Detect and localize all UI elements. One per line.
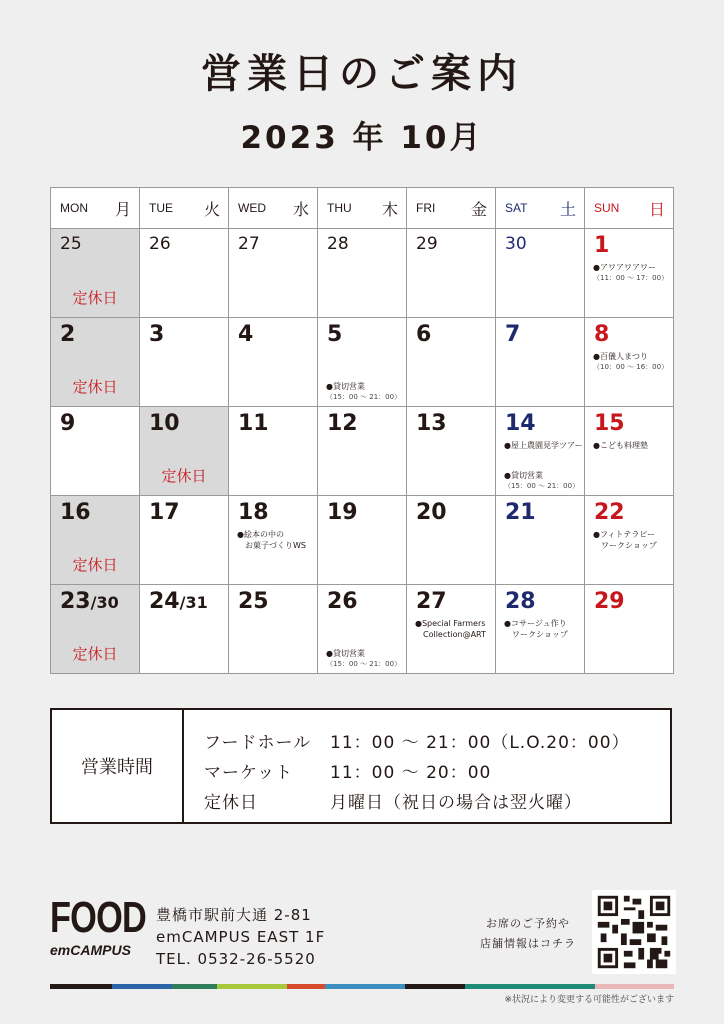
closed-day-label: 定休日	[161, 467, 207, 485]
event-time: （10：00 〜 16：00）	[593, 363, 669, 371]
day-number	[327, 236, 349, 253]
weekday-header-row	[51, 188, 674, 229]
weekday-header-cell	[496, 188, 585, 229]
event-info	[593, 351, 671, 373]
calendar-day-cell	[407, 496, 496, 585]
color-band-segment	[112, 984, 172, 989]
weekday-jp: 火	[203, 199, 220, 219]
day-number-value: 1	[594, 233, 610, 258]
calendar-day-cell	[229, 407, 318, 496]
weekday-en: THU	[327, 201, 352, 215]
event-name: ●貸切営業	[326, 649, 365, 658]
day-number	[594, 591, 625, 613]
phone-line: TEL. 0532-26-5520	[156, 950, 316, 968]
day-number-value: 23	[60, 589, 91, 614]
event-info	[504, 618, 582, 640]
logo-emcampus-text: emCAMPUS	[50, 942, 131, 958]
event-name: ●貸切営業	[326, 382, 365, 391]
calendar-day-cell	[496, 585, 585, 674]
weekday-en: SAT	[505, 201, 528, 215]
day-number-value: 27	[416, 589, 447, 614]
weekday-header-cell	[51, 188, 140, 229]
day-number-alt: /30	[90, 593, 119, 612]
color-band-segment	[217, 984, 287, 989]
hours-row-value: 11：00 〜 21：00（L.O.20：00）	[330, 733, 630, 753]
day-number	[60, 591, 119, 613]
weekday-jp: 土	[559, 199, 576, 219]
day-number-value: 9	[60, 411, 76, 436]
day-number-value: 29	[594, 589, 625, 614]
disclaimer-note: ※状況により変更する可能性がございます	[504, 995, 674, 1005]
day-number	[238, 591, 269, 613]
day-number	[327, 324, 342, 346]
calendar-day-cell	[140, 229, 229, 318]
event-info	[237, 529, 315, 551]
hours-row-key: マーケット	[204, 763, 294, 783]
hours-row-value: 月曜日（祝日の場合は翌火曜）	[330, 793, 582, 813]
color-band-segment	[325, 984, 405, 989]
event-name: ●こども料理塾	[593, 441, 648, 450]
day-number-value: 24	[149, 589, 180, 614]
day-number	[238, 502, 269, 524]
day-number	[594, 324, 609, 346]
hours-row-value: 11：00 〜 20：00	[330, 763, 492, 783]
event-name: ●貸切営業	[504, 471, 543, 480]
weekday-header-cell	[229, 188, 318, 229]
day-number	[594, 502, 625, 524]
color-band	[50, 984, 674, 989]
calendar-day-cell	[496, 496, 585, 585]
event-info	[415, 618, 493, 640]
calendar-day-cell	[407, 318, 496, 407]
calendar-week-row	[51, 318, 674, 407]
day-number	[416, 502, 447, 524]
calendar-day-cell	[585, 407, 674, 496]
calendar-day-cell	[140, 496, 229, 585]
day-number-value: 12	[327, 411, 358, 436]
closed-day-label: 定休日	[72, 378, 118, 396]
event-info	[593, 440, 671, 451]
day-number	[238, 324, 253, 346]
day-number-value: 17	[149, 500, 180, 525]
reservation-line: 店舗情報はコチラ	[480, 937, 576, 950]
logo-food-text: FOOD	[50, 893, 147, 942]
calendar-day-cell	[318, 585, 407, 674]
calendar-day-cell	[496, 407, 585, 496]
day-number	[60, 324, 75, 346]
day-number	[327, 413, 358, 435]
day-number	[505, 502, 536, 524]
color-band-segment	[50, 984, 112, 989]
day-number-value: 8	[594, 322, 610, 347]
day-number	[505, 236, 527, 253]
day-number-value: 6	[416, 322, 432, 347]
calendar-day-cell	[51, 585, 140, 674]
calendar-day-cell	[229, 496, 318, 585]
day-number	[238, 413, 269, 435]
day-number-value: 21	[505, 500, 536, 525]
weekday-en: FRI	[416, 201, 436, 215]
day-number	[149, 324, 164, 346]
address-line: 豊橋市駅前大通 2-81	[156, 906, 312, 924]
day-number	[149, 236, 171, 253]
day-number-value: 4	[238, 322, 254, 347]
day-number-value: 10	[149, 411, 180, 436]
day-number	[594, 235, 609, 257]
month-title: 2023 年 10月	[240, 120, 484, 156]
calendar-day-cell	[51, 496, 140, 585]
color-band-segment	[595, 984, 674, 989]
event-time: （15：00 〜 21：00）	[504, 482, 580, 490]
day-number	[505, 591, 536, 613]
day-number-value: 7	[505, 322, 521, 347]
calendar-day-cell	[140, 318, 229, 407]
reservation-line: お席のご予約や	[486, 917, 570, 930]
weekday-jp: 月	[114, 199, 131, 219]
day-number-value: 25	[238, 589, 269, 614]
calendar-day-cell	[585, 585, 674, 674]
day-number	[594, 413, 625, 435]
event-time: （15：00 〜 21：00）	[326, 660, 402, 668]
day-number-alt: /31	[179, 593, 208, 612]
weekday-jp: 木	[381, 199, 398, 219]
day-number-value: 15	[594, 411, 625, 436]
day-number-value: 27	[238, 234, 260, 254]
qr-code-icon[interactable]	[592, 890, 676, 974]
day-number	[416, 236, 438, 253]
weekday-header-cell	[407, 188, 496, 229]
calendar-day-cell	[51, 229, 140, 318]
day-number-value: 19	[327, 500, 358, 525]
day-number	[149, 591, 208, 613]
event-info	[593, 262, 671, 284]
event-info	[504, 470, 582, 492]
calendar-week-row	[51, 496, 674, 585]
calendar-day-cell	[51, 407, 140, 496]
day-number-value: 14	[505, 411, 536, 436]
day-number-value: 16	[60, 500, 91, 525]
weekday-jp: 日	[648, 199, 665, 219]
event-name: ●フィトテラピー ワークショップ	[593, 530, 657, 550]
business-hours-box	[50, 708, 672, 824]
event-name: ●屋上農園見学ツアー	[504, 441, 583, 450]
calendar-week-row	[51, 585, 674, 674]
color-band-segment	[287, 984, 325, 989]
calendar-day-cell	[229, 318, 318, 407]
day-number-value: 11	[238, 411, 269, 436]
day-number	[416, 413, 447, 435]
calendar-day-cell	[229, 585, 318, 674]
weekday-en: WED	[238, 201, 266, 215]
day-number	[60, 236, 82, 253]
weekday-header-cell	[585, 188, 674, 229]
calendar-day-cell	[585, 229, 674, 318]
day-number	[149, 502, 180, 524]
closed-day-label: 定休日	[72, 556, 118, 574]
day-number	[60, 413, 75, 435]
calendar-day-cell	[407, 229, 496, 318]
calendar-day-cell	[585, 496, 674, 585]
page-title: 営業日のご案内	[201, 51, 523, 97]
hours-row-key: フードホール	[204, 733, 312, 753]
address-line: emCAMPUS EAST 1F	[156, 928, 326, 946]
weekday-jp: 水	[292, 199, 309, 219]
day-number-value: 5	[327, 322, 343, 347]
calendar-week-row	[51, 407, 674, 496]
weekday-en: SUN	[594, 201, 620, 215]
calendar-day-cell	[318, 229, 407, 318]
day-number-value: 3	[149, 322, 165, 347]
event-info	[504, 440, 582, 451]
calendar-day-cell	[140, 407, 229, 496]
event-time: （15：00 〜 21：00）	[326, 393, 402, 401]
calendar-day-cell	[585, 318, 674, 407]
calendar-day-cell	[318, 496, 407, 585]
day-number	[416, 324, 431, 346]
calendar-day-cell	[496, 229, 585, 318]
weekday-header-cell	[140, 188, 229, 229]
event-name: ●Special Farmers Collection@ART	[415, 619, 486, 639]
day-number-value: 28	[505, 589, 536, 614]
day-number-value: 20	[416, 500, 447, 525]
event-name: ●絵本の中の お菓子づくりWS	[237, 530, 306, 550]
calendar-day-cell	[318, 318, 407, 407]
color-band-segment	[172, 984, 217, 989]
day-number-value: 18	[238, 500, 269, 525]
day-number	[327, 502, 358, 524]
event-info	[593, 529, 671, 551]
event-name: ●アワアワアワー	[593, 263, 656, 272]
day-number	[60, 502, 91, 524]
day-number	[416, 591, 447, 613]
closed-day-label: 定休日	[72, 289, 118, 307]
day-number	[327, 591, 358, 613]
calendar-week-row	[51, 229, 674, 318]
weekday-en: TUE	[149, 201, 173, 215]
day-number	[149, 413, 180, 435]
address-block	[156, 904, 325, 970]
day-number-value: 28	[327, 234, 349, 254]
calendar-day-cell	[407, 407, 496, 496]
calendar-day-cell	[318, 407, 407, 496]
weekday-en: MON	[60, 201, 88, 215]
color-band-segment	[465, 984, 595, 989]
weekday-header-cell	[318, 188, 407, 229]
calendar-day-cell	[229, 229, 318, 318]
reservation-text	[472, 914, 584, 954]
event-time: （11：00 〜 17：00）	[593, 274, 669, 282]
event-info	[326, 381, 404, 403]
day-number	[238, 236, 260, 253]
day-number-value: 22	[594, 500, 625, 525]
calendar-day-cell	[407, 585, 496, 674]
day-number-value: 26	[149, 234, 171, 254]
event-info	[326, 648, 404, 670]
weekday-jp: 金	[470, 199, 487, 219]
day-number-value: 26	[327, 589, 358, 614]
event-name: ●コサージュ作り ワークショップ	[504, 619, 568, 639]
day-number-value: 25	[60, 234, 82, 254]
color-band-segment	[405, 984, 465, 989]
day-number-value: 13	[416, 411, 447, 436]
calendar-day-cell	[51, 318, 140, 407]
day-number	[505, 413, 536, 435]
calendar-day-cell	[140, 585, 229, 674]
business-hours-label: 営業時間	[52, 710, 184, 822]
hours-row-key: 定休日	[204, 793, 258, 813]
event-name: ●百儀人まつり	[593, 352, 648, 361]
food-emcampus-logo	[50, 893, 147, 958]
calendar-table	[50, 187, 674, 674]
day-number-value: 29	[416, 234, 438, 254]
day-number-value: 2	[60, 322, 76, 347]
day-number	[505, 324, 520, 346]
day-number-value: 30	[505, 234, 527, 254]
closed-day-label: 定休日	[72, 645, 118, 663]
calendar-day-cell	[496, 318, 585, 407]
